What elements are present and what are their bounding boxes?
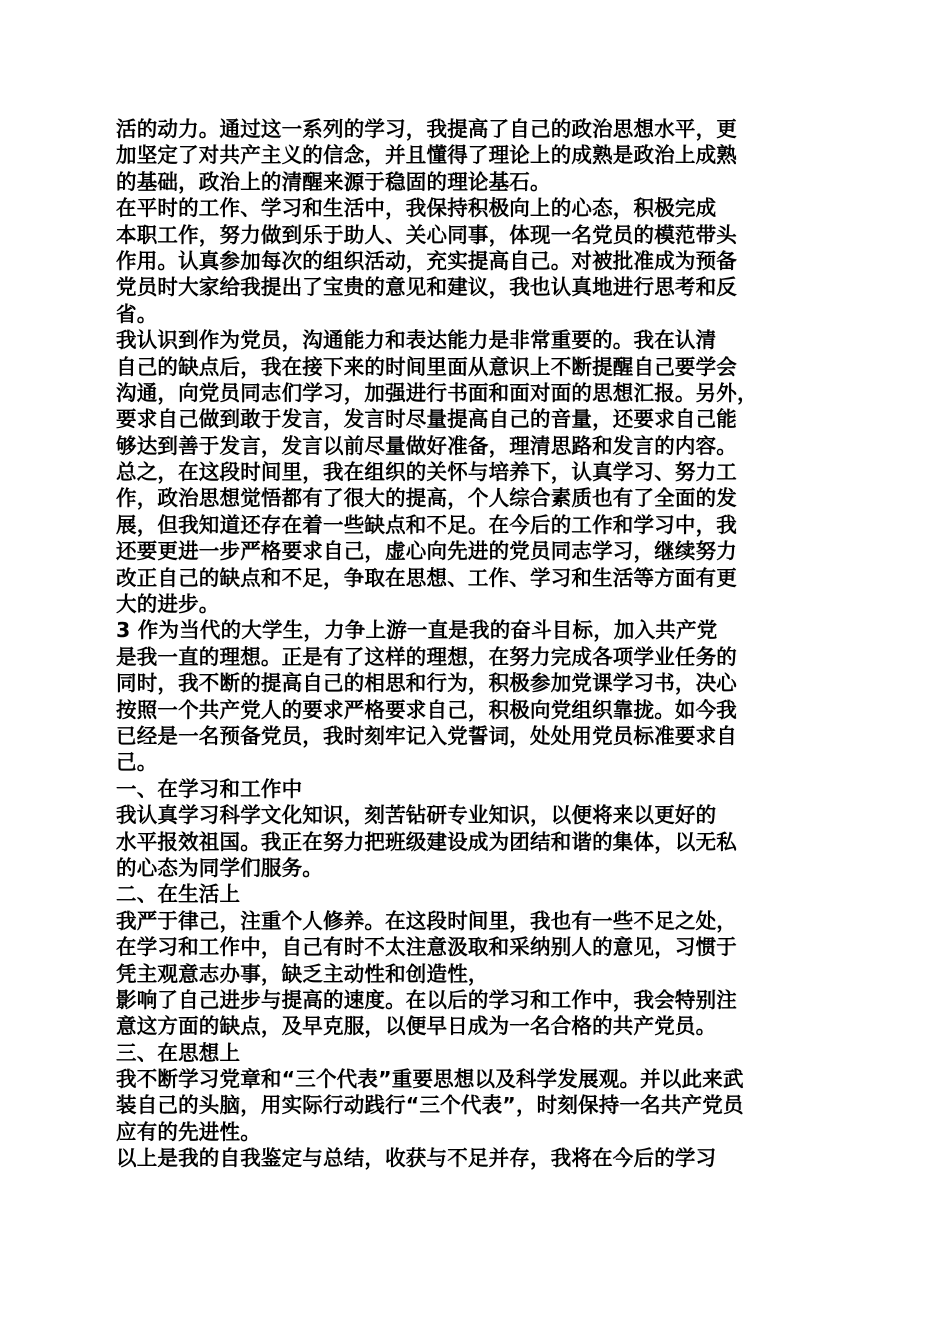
text-line: 总之，在这段时间里，我在组织的关怀与培养下，认真学习、努力工 (116, 460, 737, 485)
text-line: 的心态为同学们服务。 (116, 855, 323, 880)
text-line: 以上是我的自我鉴定与总结，收获与不足并存，我将在今后的学习 (116, 1146, 717, 1171)
text-line: 是我一直的理想。正是有了这样的理想，在努力完成各项学业任务的 (116, 644, 737, 669)
text-line: 还要更进一步严格要求自己，虚心向先进的党员同志学习，继续努力 (116, 539, 737, 564)
text-line: 我不断学习党章和“三个代表”重要思想以及科学发展观。并以此来武 (116, 1067, 744, 1092)
text-line: 已经是一名预备党员，我时刻牢记入党誓词，处处用党员标准要求自 (116, 723, 737, 748)
text-line: 要求自己做到敢于发言，发言时尽量提高自己的音量，还要求自己能 (116, 407, 737, 432)
text-line: 大的进步。 (116, 592, 220, 617)
text-line: 我认真学习科学文化知识，刻苦钻研专业知识，以便将来以更好的 (116, 803, 717, 828)
text-line: 够达到善于发言，发言以前尽量做好准备，理清思路和发言的内容。 (116, 433, 737, 458)
document-body (116, 116, 838, 1172)
text-line: 同时，我不断的提高自己的相思和行为，积极参加党课学习书，决心 (116, 671, 737, 696)
text-line: 自己的缺点后，我在接下来的时间里面从意识上不断提醒自己要学会 (116, 354, 737, 379)
text-line: 在平时的工作、学习和生活中，我保持积极向上的心态，积极完成 (116, 196, 717, 221)
text-line: 我严于律己，注重个人修养。在这段时间里，我也有一些不足之处， (116, 908, 737, 933)
text-line: 的基础，政治上的清醒来源于稳固的理论基石。 (116, 169, 551, 194)
section-heading: 一、在学习和工作中 (116, 776, 303, 801)
text-line: 省。 (116, 301, 158, 326)
section-heading: 三、在思想上 (116, 1040, 241, 1065)
text-line: 活的动力。通过这一系列的学习，我提高了自己的政治思想水平，更 (116, 117, 737, 141)
text-line: 装自己的头脑，用实际行动践行“三个代表”，时刻保持一名共产党员 (116, 1093, 744, 1118)
text-line: 展，但我知道还存在着一些缺点和不足。在今后的工作和学习中，我 (116, 512, 737, 537)
text-line: 在学习和工作中，自己有时不太注意汲取和采纳别人的意见，习惯于 (116, 935, 737, 960)
text-line: 作用。认真参加每次的组织活动，充实提高自己。对被批准成为预备 (116, 248, 737, 273)
text-line: 改正自己的缺点和不足，争取在思想、工作、学习和生活等方面有更 (116, 565, 737, 590)
text-line: 意这方面的缺点，及早克服，以便早日成为一名合格的共产党员。 (116, 1014, 717, 1039)
text-line: 加坚定了对共产主义的信念，并且懂得了理论上的成熟是政治上成熟 (116, 143, 737, 168)
text-line: 沟通，向党员同志们学习，加强进行书面和面对面的思想汇报。另外， (116, 380, 758, 405)
section-heading: 二、在生活上 (116, 882, 241, 907)
text-line: 作，政治思想觉悟都有了很大的提高，个人综合素质也有了全面的发 (116, 486, 737, 511)
text-line: 按照一个共产党人的要求严格要求自己，积极向党组织靠拢。如今我 (116, 697, 737, 722)
text-line: 水平报效祖国。我正在努力把班级建设成为团结和谐的集体，以无私 (116, 829, 737, 854)
text-line: 我认识到作为党员，沟通能力和表达能力是非常重要的。我在认清 (116, 328, 717, 353)
text-line: 凭主观意志办事，缺乏主动性和创造性， (116, 961, 489, 986)
text-line: 3 作为当代的大学生，力争上游一直是我的奋斗目标，加入共产党 (116, 618, 718, 643)
text-line: 影响了自己进步与提高的速度。在以后的学习和工作中，我会特别注 (116, 987, 737, 1012)
text-line: 己。 (116, 750, 158, 775)
text-line: 党员时大家给我提出了宝贵的意见和建议，我也认真地进行思考和反 (116, 275, 737, 300)
text-line: 应有的先进性。 (116, 1119, 261, 1144)
text-line: 本职工作，努力做到乐于助人、关心同事，体现一名党员的模范带头 (116, 222, 737, 247)
